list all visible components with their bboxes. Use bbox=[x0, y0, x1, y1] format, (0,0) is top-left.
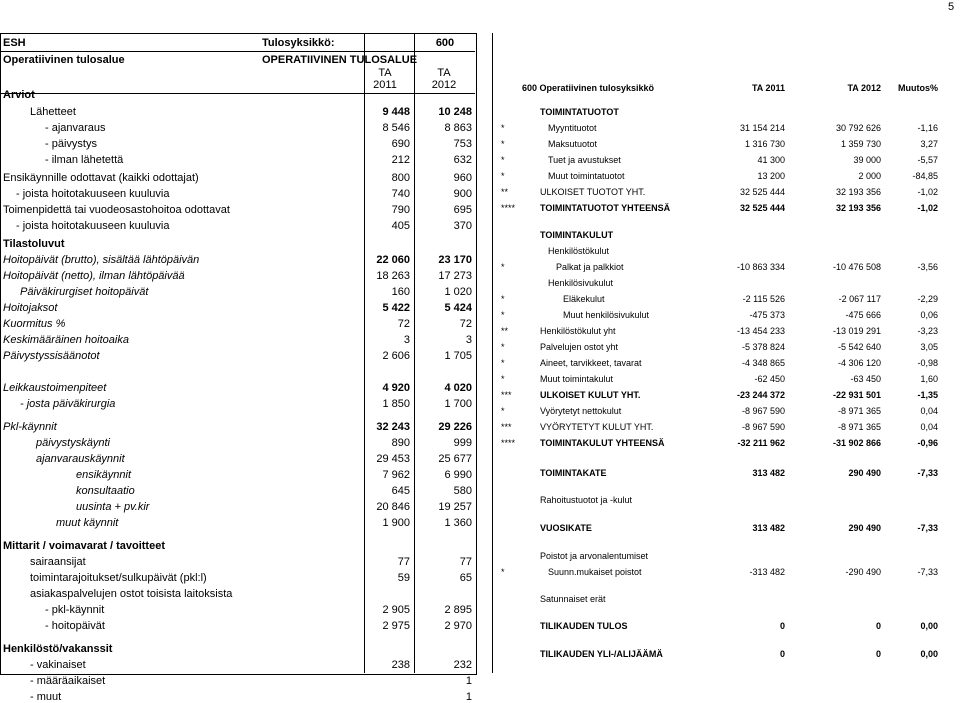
value-2011: 5 422 bbox=[382, 302, 410, 314]
value-ta2011: 41 300 bbox=[757, 155, 785, 165]
value-change: -1,35 bbox=[917, 390, 938, 400]
value-ta2012: -4 306 120 bbox=[837, 358, 881, 368]
value-2011: 790 bbox=[391, 204, 410, 216]
row-label: Hoitopäivät (brutto), sisältää lähtöpäivän bbox=[3, 254, 200, 266]
row-label: uusinta + pv.kir bbox=[76, 501, 150, 513]
account-label: TILIKAUDEN YLI-/ALIJÄÄMÄ bbox=[540, 649, 663, 659]
value-change: -7,33 bbox=[917, 567, 938, 577]
header-ta-2012: TA bbox=[437, 67, 451, 79]
header-unit-name: OPERATIIVINEN TULOSALUE bbox=[262, 54, 418, 66]
row-label: Arviot bbox=[3, 89, 35, 101]
value-change: -3,23 bbox=[917, 326, 938, 336]
value-change: -1,02 bbox=[917, 187, 938, 197]
row-label: Hoitopäivät (netto), ilman lähtöpäivää bbox=[3, 270, 185, 282]
value-ta2011: 32 525 444 bbox=[739, 203, 785, 213]
value-ta2011: 13 200 bbox=[757, 171, 785, 181]
value-change: -5,57 bbox=[917, 155, 938, 165]
row-marker: * bbox=[501, 342, 505, 352]
account-label: Henkilöstökulut yht bbox=[540, 326, 616, 336]
row-label: Päiväkirurgiset hoitopäivät bbox=[20, 286, 149, 298]
value-ta2012: 1 359 730 bbox=[840, 139, 881, 149]
row-label: muut käynnit bbox=[56, 517, 119, 529]
value-ta2012: -8 971 365 bbox=[837, 406, 881, 416]
value-2011: 72 bbox=[397, 318, 410, 330]
value-2011: 18 263 bbox=[376, 270, 410, 282]
value-2011: 645 bbox=[391, 485, 410, 497]
value-change: -7,33 bbox=[917, 468, 938, 478]
row-label: - joista hoitotakuuseen kuuluvia bbox=[16, 220, 170, 232]
right-col-change: Muutos% bbox=[898, 83, 938, 93]
value-2011: 22 060 bbox=[376, 254, 410, 266]
value-ta2011: 313 482 bbox=[752, 468, 785, 478]
account-label: VYÖRYTETYT KULUT YHT. bbox=[540, 422, 654, 432]
value-2011: 7 962 bbox=[382, 469, 410, 481]
value-2011: 77 bbox=[397, 556, 410, 568]
value-ta2012: -22 931 501 bbox=[832, 390, 881, 400]
value-2011: 8 546 bbox=[382, 122, 410, 134]
value-ta2011: 32 525 444 bbox=[739, 187, 785, 197]
header-year-2011: 2011 bbox=[373, 79, 397, 91]
row-label: sairaansijat bbox=[30, 556, 86, 568]
value-2011: 2 905 bbox=[382, 604, 410, 616]
value-ta2011: -32 211 962 bbox=[737, 438, 785, 448]
account-label: Suunn.mukaiset poistot bbox=[548, 567, 642, 577]
value-2012: 17 273 bbox=[438, 270, 472, 282]
value-ta2011: -8 967 590 bbox=[741, 422, 785, 432]
value-2011: 405 bbox=[391, 220, 410, 232]
value-ta2011: -10 863 334 bbox=[736, 262, 785, 272]
value-2011: 20 846 bbox=[376, 501, 410, 513]
row-marker: * bbox=[501, 155, 505, 165]
value-change: -1,16 bbox=[917, 123, 938, 133]
header-org: ESH bbox=[3, 37, 26, 49]
row-label: Tilastoluvut bbox=[3, 238, 65, 250]
value-2012: 232 bbox=[453, 659, 472, 671]
value-ta2012: -31 902 866 bbox=[832, 438, 881, 448]
value-change: 0,04 bbox=[920, 406, 938, 416]
value-2012: 2 895 bbox=[444, 604, 472, 616]
row-label: - päivystys bbox=[45, 138, 97, 150]
value-2012: 2 970 bbox=[444, 620, 472, 632]
row-marker: ** bbox=[501, 326, 509, 336]
value-2012: 72 bbox=[459, 318, 472, 330]
value-2012: 77 bbox=[459, 556, 472, 568]
account-label: TOIMINTAKULUT YHTEENSÄ bbox=[540, 438, 665, 448]
value-ta2012: 2 000 bbox=[858, 171, 881, 181]
value-2012: 1 700 bbox=[444, 398, 472, 410]
account-label: Vyörytetyt nettokulut bbox=[540, 406, 622, 416]
value-2011: 160 bbox=[391, 286, 410, 298]
value-ta2011: -475 373 bbox=[749, 310, 785, 320]
row-label: - hoitopäivät bbox=[45, 620, 105, 632]
right-col-ta2011: TA 2011 bbox=[751, 83, 785, 93]
value-2011: 690 bbox=[391, 138, 410, 150]
value-ta2011: 0 bbox=[779, 621, 785, 631]
value-2012: 10 248 bbox=[438, 106, 472, 118]
header-unit-number: 600 bbox=[435, 37, 455, 49]
value-change: -7,33 bbox=[917, 523, 938, 533]
value-2011: 59 bbox=[397, 572, 410, 584]
row-marker: *** bbox=[501, 390, 512, 400]
value-2011: 890 bbox=[391, 437, 410, 449]
value-2011: 2 975 bbox=[382, 620, 410, 632]
value-ta2012: -10 476 508 bbox=[832, 262, 881, 272]
value-ta2012: 0 bbox=[875, 621, 881, 631]
value-2011: 29 453 bbox=[376, 453, 410, 465]
account-label: Rahoitustuotot ja -kulut bbox=[540, 495, 633, 505]
value-change: 0,06 bbox=[920, 310, 938, 320]
value-2011: 2 606 bbox=[382, 350, 410, 362]
row-marker: * bbox=[501, 294, 505, 304]
account-label: Henkilösivukulut bbox=[548, 278, 614, 288]
row-divider bbox=[1, 93, 475, 94]
account-label: Muut toimintakulut bbox=[540, 374, 614, 384]
value-2012: 25 677 bbox=[438, 453, 472, 465]
value-2012: 3 bbox=[465, 334, 472, 346]
header-subtitle: Operatiivinen tulosalue bbox=[3, 54, 125, 66]
value-ta2012: 290 490 bbox=[848, 468, 881, 478]
value-2011: 1 850 bbox=[382, 398, 410, 410]
value-2012: 370 bbox=[453, 220, 472, 232]
value-ta2012: 30 792 626 bbox=[835, 123, 881, 133]
row-label: - ilman lähetettä bbox=[45, 154, 124, 166]
row-marker: *** bbox=[501, 422, 512, 432]
value-ta2011: -23 244 372 bbox=[736, 390, 785, 400]
account-label: Tuet ja avustukset bbox=[548, 155, 621, 165]
value-change: -3,56 bbox=[917, 262, 938, 272]
value-ta2011: -13 454 233 bbox=[736, 326, 785, 336]
value-2012: 1 705 bbox=[444, 350, 472, 362]
page-number: 5 bbox=[948, 1, 955, 13]
value-2011: 1 900 bbox=[382, 517, 410, 529]
row-label: toimintarajoitukset/sulkupäivät (pkl:l) bbox=[30, 572, 207, 584]
row-label: Hoitojaksot bbox=[3, 302, 58, 314]
value-change: 1,60 bbox=[920, 374, 938, 384]
row-label: Päivystyssisäänotot bbox=[3, 350, 100, 362]
value-change: -84,85 bbox=[912, 171, 938, 181]
value-2011: 740 bbox=[391, 188, 410, 200]
value-2012: 580 bbox=[453, 485, 472, 497]
value-2012: 753 bbox=[453, 138, 472, 150]
row-label: Keskimääräinen hoitoaika bbox=[3, 334, 129, 346]
value-ta2011: 0 bbox=[779, 649, 785, 659]
account-label: Maksutuotot bbox=[548, 139, 598, 149]
row-label: - muut bbox=[30, 691, 62, 703]
account-label: TOIMINTATUOTOT bbox=[540, 107, 619, 117]
value-change: -2,29 bbox=[917, 294, 938, 304]
value-ta2012: -2 067 117 bbox=[838, 294, 881, 304]
value-2012: 632 bbox=[453, 154, 472, 166]
value-ta2011: -62 450 bbox=[754, 374, 785, 384]
value-ta2011: -313 482 bbox=[749, 567, 785, 577]
row-label: - pkl-käynnit bbox=[45, 604, 105, 616]
row-marker: * bbox=[501, 358, 505, 368]
value-ta2012: 32 193 356 bbox=[835, 187, 881, 197]
value-ta2012: -5 542 640 bbox=[837, 342, 881, 352]
value-2012: 5 424 bbox=[444, 302, 472, 314]
value-2011: 212 bbox=[391, 154, 410, 166]
account-label: ULKOISET TUOTOT YHT. bbox=[540, 187, 646, 197]
value-2012: 19 257 bbox=[438, 501, 472, 513]
value-2012: 900 bbox=[453, 188, 472, 200]
row-label: - joista hoitotakuuseen kuuluvia bbox=[16, 188, 170, 200]
value-2012: 23 170 bbox=[438, 254, 472, 266]
value-2012: 1 bbox=[465, 691, 472, 703]
value-change: 0,00 bbox=[920, 649, 938, 659]
row-label: konsultaatio bbox=[76, 485, 135, 497]
row-label: ensikäynnit bbox=[76, 469, 132, 481]
account-label: Eläkekulut bbox=[563, 294, 605, 304]
account-label: TOIMINTAKATE bbox=[540, 468, 607, 478]
row-label: asiakaspalvelujen ostot toisista laitoksista bbox=[30, 588, 233, 600]
value-2011: 3 bbox=[403, 334, 410, 346]
value-ta2012: 39 000 bbox=[853, 155, 881, 165]
row-label: - määräaikaiset bbox=[30, 675, 106, 687]
row-label: - josta päiväkirurgia bbox=[20, 398, 116, 410]
account-label: TOIMINTATUOTOT YHTEENSÄ bbox=[540, 203, 671, 213]
row-label: - vakinaiset bbox=[30, 659, 86, 671]
header-ta-2011: TA bbox=[378, 67, 392, 79]
row-label: Toimenpidettä tai vuodeosastohoitoa odottavat bbox=[3, 204, 230, 216]
value-change: -1,02 bbox=[917, 203, 938, 213]
right-border bbox=[492, 33, 493, 673]
row-marker: * bbox=[501, 171, 505, 181]
header-unit-label: Tulosyksikkö: bbox=[262, 37, 335, 49]
value-2012: 29 226 bbox=[438, 421, 472, 433]
value-2011: 4 920 bbox=[382, 382, 410, 394]
row-label: päivystyskäynti bbox=[36, 437, 110, 449]
value-ta2011: 313 482 bbox=[752, 523, 785, 533]
header-year-2012: 2012 bbox=[431, 79, 457, 91]
value-ta2011: -5 378 824 bbox=[741, 342, 785, 352]
value-2012: 1 020 bbox=[444, 286, 472, 298]
value-ta2012: 0 bbox=[875, 649, 881, 659]
account-label: Muut toimintatuotot bbox=[548, 171, 625, 181]
row-marker: ** bbox=[501, 187, 509, 197]
account-label: Aineet, tarvikkeet, tavarat bbox=[540, 358, 642, 368]
account-label: Poistot ja arvonalentumiset bbox=[540, 551, 649, 561]
value-ta2012: -63 450 bbox=[850, 374, 881, 384]
account-label: TILIKAUDEN TULOS bbox=[540, 621, 628, 631]
account-label: Satunnaiset erät bbox=[540, 594, 606, 604]
value-ta2012: -13 019 291 bbox=[832, 326, 881, 336]
value-change: 0,00 bbox=[920, 621, 938, 631]
value-ta2011: -8 967 590 bbox=[741, 406, 785, 416]
value-2012: 960 bbox=[453, 172, 472, 184]
value-2012: 4 020 bbox=[444, 382, 472, 394]
row-marker: **** bbox=[501, 438, 516, 448]
value-2011: 800 bbox=[391, 172, 410, 184]
row-label: Henkilöstö/vakanssit bbox=[3, 643, 113, 655]
account-label: Palvelujen ostot yht bbox=[540, 342, 619, 352]
account-label: TOIMINTAKULUT bbox=[540, 230, 614, 240]
value-2012: 6 990 bbox=[444, 469, 472, 481]
value-ta2011: 1 316 730 bbox=[744, 139, 785, 149]
row-marker: * bbox=[501, 123, 505, 133]
value-2012: 1 360 bbox=[444, 517, 472, 529]
account-label: ULKOISET KULUT YHT. bbox=[540, 390, 641, 400]
account-label: Henkilöstökulut bbox=[548, 246, 610, 256]
value-ta2012: -475 666 bbox=[845, 310, 881, 320]
value-change: -0,98 bbox=[917, 358, 938, 368]
right-col-ta2012: TA 2012 bbox=[847, 83, 881, 93]
value-change: 3,27 bbox=[920, 139, 938, 149]
row-marker: * bbox=[501, 139, 505, 149]
row-marker: * bbox=[501, 567, 505, 577]
value-2011: 9 448 bbox=[382, 106, 410, 118]
value-2012: 1 bbox=[465, 675, 472, 687]
row-divider bbox=[1, 51, 475, 52]
value-change: -0,96 bbox=[917, 438, 938, 448]
row-label: Leikkaustoimenpiteet bbox=[3, 382, 107, 394]
row-label: Kuormitus % bbox=[3, 318, 66, 330]
row-label: Pkl-käynnit bbox=[3, 421, 57, 433]
row-marker: * bbox=[501, 262, 505, 272]
value-ta2011: -2 115 526 bbox=[742, 294, 785, 304]
value-change: 3,05 bbox=[920, 342, 938, 352]
value-ta2011: -4 348 865 bbox=[741, 358, 785, 368]
value-ta2012: 32 193 356 bbox=[835, 203, 881, 213]
row-label: Lähetteet bbox=[30, 106, 76, 118]
account-label: Palkat ja palkkiot bbox=[556, 262, 624, 272]
value-ta2012: -290 490 bbox=[845, 567, 881, 577]
account-label: Muut henkilösivukulut bbox=[563, 310, 650, 320]
row-marker: * bbox=[501, 310, 505, 320]
value-2012: 8 863 bbox=[444, 122, 472, 134]
value-2012: 695 bbox=[453, 204, 472, 216]
row-label: Ensikäynnille odottavat (kaikki odottajat) bbox=[3, 172, 199, 184]
right-title: 600 Operatiivinen tulosyksikkö bbox=[522, 83, 655, 93]
value-ta2011: 31 154 214 bbox=[739, 123, 785, 133]
value-2012: 65 bbox=[459, 572, 472, 584]
value-ta2012: -8 971 365 bbox=[837, 422, 881, 432]
account-label: Myyntituotot bbox=[548, 123, 597, 133]
value-2011: 238 bbox=[391, 659, 410, 671]
row-marker: * bbox=[501, 374, 505, 384]
row-label: - ajanvaraus bbox=[45, 122, 106, 134]
value-2012: 999 bbox=[453, 437, 472, 449]
row-marker: * bbox=[501, 406, 505, 416]
row-label: ajanvarauskäynnit bbox=[36, 453, 125, 465]
row-label: Mittarit / voimavarat / tavoitteet bbox=[3, 540, 165, 552]
value-change: 0,04 bbox=[920, 422, 938, 432]
account-label: VUOSIKATE bbox=[540, 523, 592, 533]
value-ta2012: 290 490 bbox=[848, 523, 881, 533]
value-2011: 32 243 bbox=[376, 421, 410, 433]
row-marker: **** bbox=[501, 203, 516, 213]
